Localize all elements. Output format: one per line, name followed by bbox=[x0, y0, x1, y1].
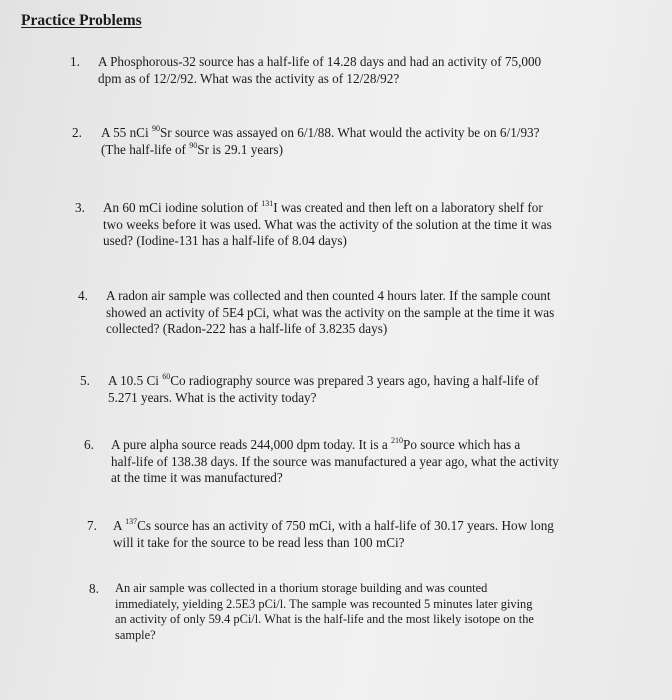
problem-line bbox=[111, 437, 559, 454]
text-segment: A bbox=[113, 518, 126, 533]
text-segment: Po source which has a bbox=[403, 437, 521, 452]
problem-text bbox=[113, 518, 554, 551]
text-segment: A 10.5 Ci bbox=[108, 373, 163, 388]
problem-line: showed an activity of 5E4 pCi, what was the activity on the sample at the time it was bbox=[106, 304, 555, 320]
problem-line: A radon air sample was collected and then counted 4 hours later. If the sample count bbox=[106, 288, 551, 303]
text-segment: An 60 mCi iodine solution of bbox=[103, 200, 262, 215]
problem-text bbox=[108, 373, 539, 406]
problem-line: sample? bbox=[115, 627, 156, 642]
problem-number: 4. bbox=[78, 288, 88, 303]
text-segment: Cs source has an activity of 750 mCi, with a half-life of 30.17 years. How long bbox=[137, 518, 554, 533]
problem-line bbox=[108, 373, 539, 390]
page-title: Practice Problems bbox=[21, 12, 142, 29]
problem-line bbox=[101, 142, 540, 159]
problem-number: 1. bbox=[70, 54, 80, 69]
isotope-mass-number: 137 bbox=[125, 517, 138, 526]
problem-text bbox=[101, 125, 540, 158]
problem-text bbox=[103, 200, 552, 250]
problem-line: A Phosphorous-32 source has a half-life of 14.28 days and had an activity of 75,000 bbox=[98, 54, 542, 69]
problem-line: immediately, yielding 2.5E3 pCi/l. The sample was recounted 5 minutes later giving bbox=[115, 596, 533, 611]
problem-line: half-life of 138.38 days. If the source was manufactured a year ago, what the activity bbox=[111, 453, 559, 469]
isotope-mass-number: 210 bbox=[391, 436, 404, 445]
problem-number: 6. bbox=[84, 437, 94, 452]
problem-line: an activity of only 59.4 pCi/l. What is the half-life and the most likely isotope on the bbox=[115, 612, 534, 626]
isotope-mass-number: 60 bbox=[162, 372, 171, 381]
problem-number: 2. bbox=[72, 125, 82, 140]
problem-line: will it take for the source to be read less than 100 mCi? bbox=[113, 534, 405, 550]
problem-text bbox=[98, 54, 541, 87]
problem-number: 7. bbox=[87, 518, 97, 533]
isotope-mass-number: 131 bbox=[261, 199, 274, 208]
text-segment: I was created and then left on a laboratory shelf for bbox=[273, 200, 543, 215]
problem-line: at the time it was manufactured? bbox=[111, 470, 283, 485]
problem-line: An air sample was collected in a thorium storage building and was counted bbox=[115, 581, 488, 595]
text-segment: (The half-life of bbox=[101, 141, 190, 157]
text-segment: A pure alpha source reads 244,000 dpm today. It is a bbox=[111, 437, 392, 452]
problem-line: dpm as of 12/2/92. What was the activity as of 12/28/92? bbox=[98, 70, 400, 86]
problem-line: two weeks before it was used. What was the activity of the solution at the time it was bbox=[103, 216, 552, 232]
problem-text bbox=[106, 288, 554, 338]
text-segment: Sr is 29.1 years) bbox=[197, 141, 283, 157]
problem-number: 8. bbox=[89, 581, 99, 596]
problem-line: used? (Iodine-131 has a half-life of 8.04 days) bbox=[103, 233, 347, 248]
text-segment: A 55 nCi bbox=[101, 125, 152, 140]
isotope-mass-number: 90 bbox=[189, 140, 198, 150]
text-segment: Co radiography source was prepared 3 years ago, having a half-life of bbox=[170, 373, 539, 388]
isotope-mass-number: 90 bbox=[151, 124, 160, 133]
problem-line bbox=[103, 200, 552, 217]
problem-number: 3. bbox=[75, 200, 85, 215]
problem-line bbox=[101, 125, 540, 142]
problem-line: 5.271 years. What is the activity today? bbox=[108, 389, 317, 405]
problem-line: collected? (Radon-222 has a half-life of 3.8235 days) bbox=[106, 321, 388, 336]
problem-text bbox=[115, 581, 534, 643]
problem-number: 5. bbox=[80, 373, 90, 388]
problem-line bbox=[113, 518, 554, 535]
problem-text bbox=[111, 437, 559, 487]
text-segment: Sr source was assayed on 6/1/88. What would the activity be on 6/1/93? bbox=[159, 125, 540, 140]
